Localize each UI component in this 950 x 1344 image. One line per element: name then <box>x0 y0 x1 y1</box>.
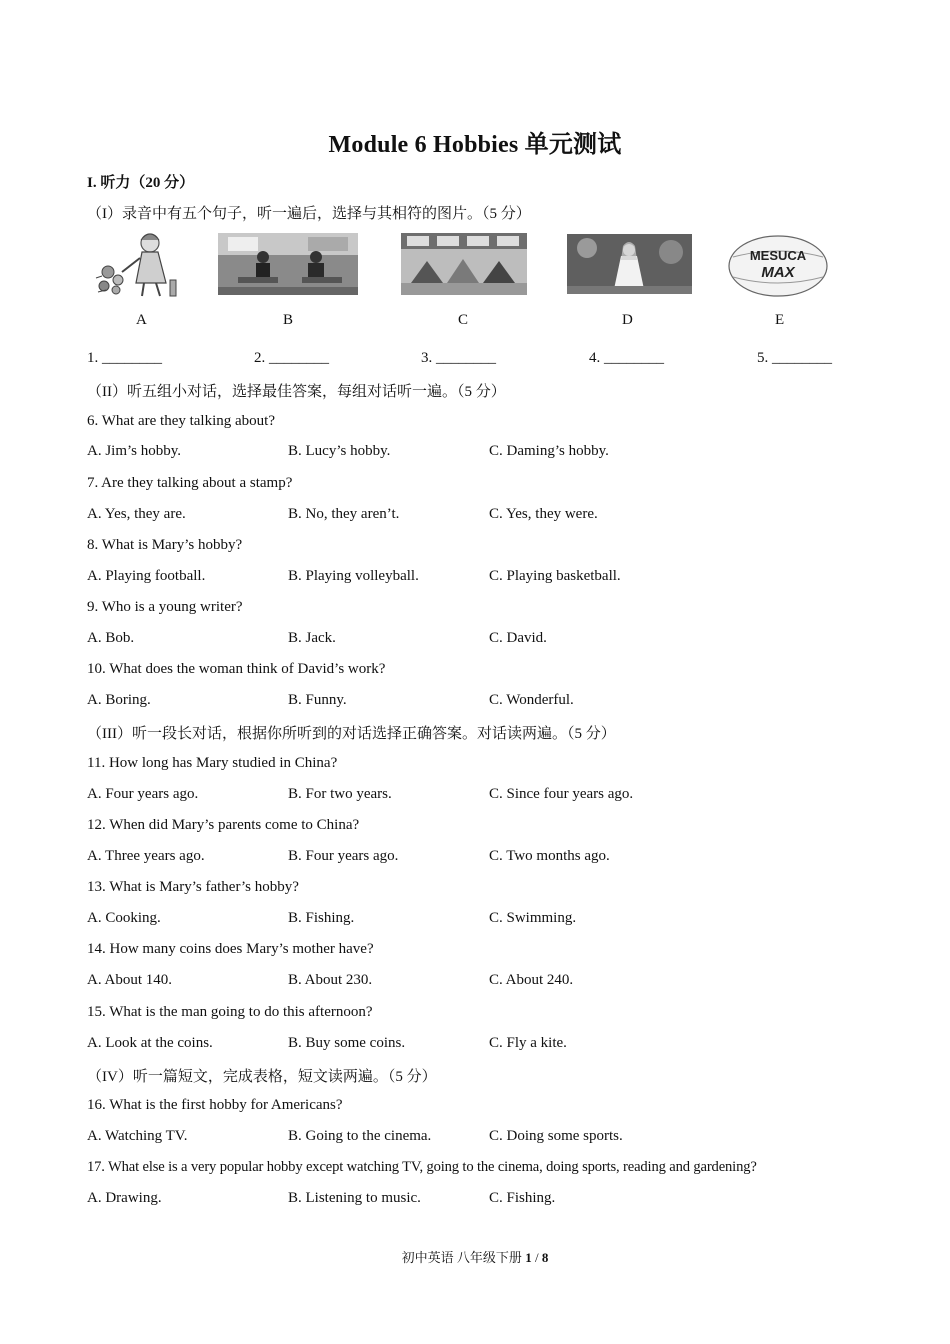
q12-option-a[interactable]: A. Three years ago. <box>87 848 205 864</box>
page-number: 1 <box>525 1250 532 1265</box>
q8-option-b[interactable]: B. Playing volleyball. <box>288 568 419 584</box>
section-heading: I. 听力（20 分） <box>87 175 195 191</box>
q17-option-b[interactable]: B. Listening to music. <box>288 1190 421 1206</box>
q6-option-a[interactable]: A. Jim’s hobby. <box>87 443 182 459</box>
q8-option-a[interactable]: A. Playing football. <box>87 568 206 584</box>
q14-option-a[interactable]: A. About 140. <box>87 972 173 988</box>
q16-option-a[interactable]: A. Watching TV. <box>87 1128 188 1144</box>
q7-option-a[interactable]: A. Yes, they are. <box>87 506 186 522</box>
page-separator: / <box>531 1250 542 1265</box>
question-6: 6. What are they talking about? <box>87 413 275 429</box>
q11-option-b[interactable]: B. For two years. <box>288 786 392 802</box>
girl-gardening-drawing <box>92 228 187 300</box>
picture-label-e: E <box>775 312 785 328</box>
question-7: 7. Are they talking about a stamp? <box>87 475 293 491</box>
answer-blank-2[interactable]: 2. ________ <box>254 350 329 366</box>
page-footer <box>0 1247 950 1266</box>
tv-interview-photo <box>218 233 358 295</box>
question-15: 15. What is the man going to do this afternoon? <box>87 1004 373 1020</box>
q8-option-c[interactable]: C. Playing basketball. <box>489 568 621 584</box>
singer-on-stage-photo <box>567 234 692 294</box>
q10-option-a[interactable]: A. Boring. <box>87 692 151 708</box>
q7-option-c[interactable]: C. Yes, they were. <box>489 506 598 522</box>
question-16: 16. What is the first hobby for Americans? <box>87 1097 343 1113</box>
q16-option-b[interactable]: B. Going to the cinema. <box>288 1128 432 1144</box>
part3-instruction: （III）听一段长对话，根据你所听到的对话选择正确答案。对话读两遍。（5 分） <box>87 726 616 742</box>
q10-option-c[interactable]: C. Wonderful. <box>489 692 574 708</box>
q13-option-a[interactable]: A. Cooking. <box>87 910 161 926</box>
q12-option-b[interactable]: B. Four years ago. <box>288 848 399 864</box>
q6-option-b[interactable]: B. Lucy’s hobby. <box>288 443 391 459</box>
volleyball-photo <box>727 235 829 297</box>
answer-blank-5[interactable]: 5. ________ <box>757 350 832 366</box>
answer-blank-4[interactable]: 4. ________ <box>589 350 664 366</box>
q9-option-b[interactable]: B. Jack. <box>288 630 336 646</box>
q13-option-b[interactable]: B. Fishing. <box>288 910 355 926</box>
question-12: 12. When did Mary’s parents come to China? <box>87 817 360 833</box>
part2-instruction: （II）听五组小对话，选择最佳答案，每组对话听一遍。（5 分） <box>87 384 506 400</box>
picture-label-d: D <box>622 312 633 328</box>
question-8: 8. What is Mary’s hobby? <box>87 537 243 553</box>
q16-option-c[interactable]: C. Doing some sports. <box>489 1128 623 1144</box>
page-title: Module 6 Hobbies 单元测试 <box>328 132 622 158</box>
q14-option-b[interactable]: B. About 230. <box>288 972 373 988</box>
ball-brand-text: MESUCA <box>749 248 807 263</box>
question-13: 13. What is Mary’s father’s hobby? <box>87 879 299 895</box>
answer-blank-3[interactable]: 3. ________ <box>421 350 496 366</box>
picture-label-a: A <box>136 312 147 328</box>
answer-blank-1[interactable]: 1. ________ <box>87 350 162 366</box>
q11-option-a[interactable]: A. Four years ago. <box>87 786 199 802</box>
q7-option-b[interactable]: B. No, they aren’t. <box>288 506 400 522</box>
q10-option-b[interactable]: B. Funny. <box>288 692 347 708</box>
page-total: 8 <box>541 1250 549 1265</box>
q9-option-a[interactable]: A. Bob. <box>87 630 135 646</box>
q15-option-a[interactable]: A. Look at the coins. <box>87 1035 213 1051</box>
question-11: 11. How long has Mary studied in China? <box>87 755 338 771</box>
q11-option-c[interactable]: C. Since four years ago. <box>489 786 634 802</box>
q12-option-c[interactable]: C. Two months ago. <box>489 848 610 864</box>
part1-instruction: （I）录音中有五个句子，听一遍后，选择与其相符的图片。（5 分） <box>87 206 531 222</box>
q14-option-c[interactable]: C. About 240. <box>489 972 574 988</box>
question-17: 17. What else is a very popular hobby except watching TV, going to the cinema, doing sports, reading and gardening? <box>87 1159 757 1175</box>
fans-collection-photo <box>401 233 527 295</box>
q13-option-c[interactable]: C. Swimming. <box>489 910 577 926</box>
question-9: 9. Who is a young writer? <box>87 599 243 615</box>
picture-label-c: C <box>458 312 469 328</box>
picture-label-b: B <box>283 312 294 328</box>
question-14: 14. How many coins does Mary’s mother have? <box>87 941 374 957</box>
part4-instruction: （IV）听一篇短文，完成表格，短文读两遍。（5 分） <box>87 1069 437 1085</box>
q9-option-c[interactable]: C. David. <box>489 630 547 646</box>
q17-option-c[interactable]: C. Fishing. <box>489 1190 556 1206</box>
q15-option-c[interactable]: C. Fly a kite. <box>489 1035 567 1051</box>
q6-option-c[interactable]: C. Daming’s hobby. <box>489 443 609 459</box>
q15-option-b[interactable]: B. Buy some coins. <box>288 1035 406 1051</box>
footer-text: 初中英语 八年级下册 <box>401 1250 526 1265</box>
ball-model-text: MAX <box>761 264 795 281</box>
q17-option-a[interactable]: A. Drawing. <box>87 1190 162 1206</box>
question-10: 10. What does the woman think of David’s work? <box>87 661 386 677</box>
